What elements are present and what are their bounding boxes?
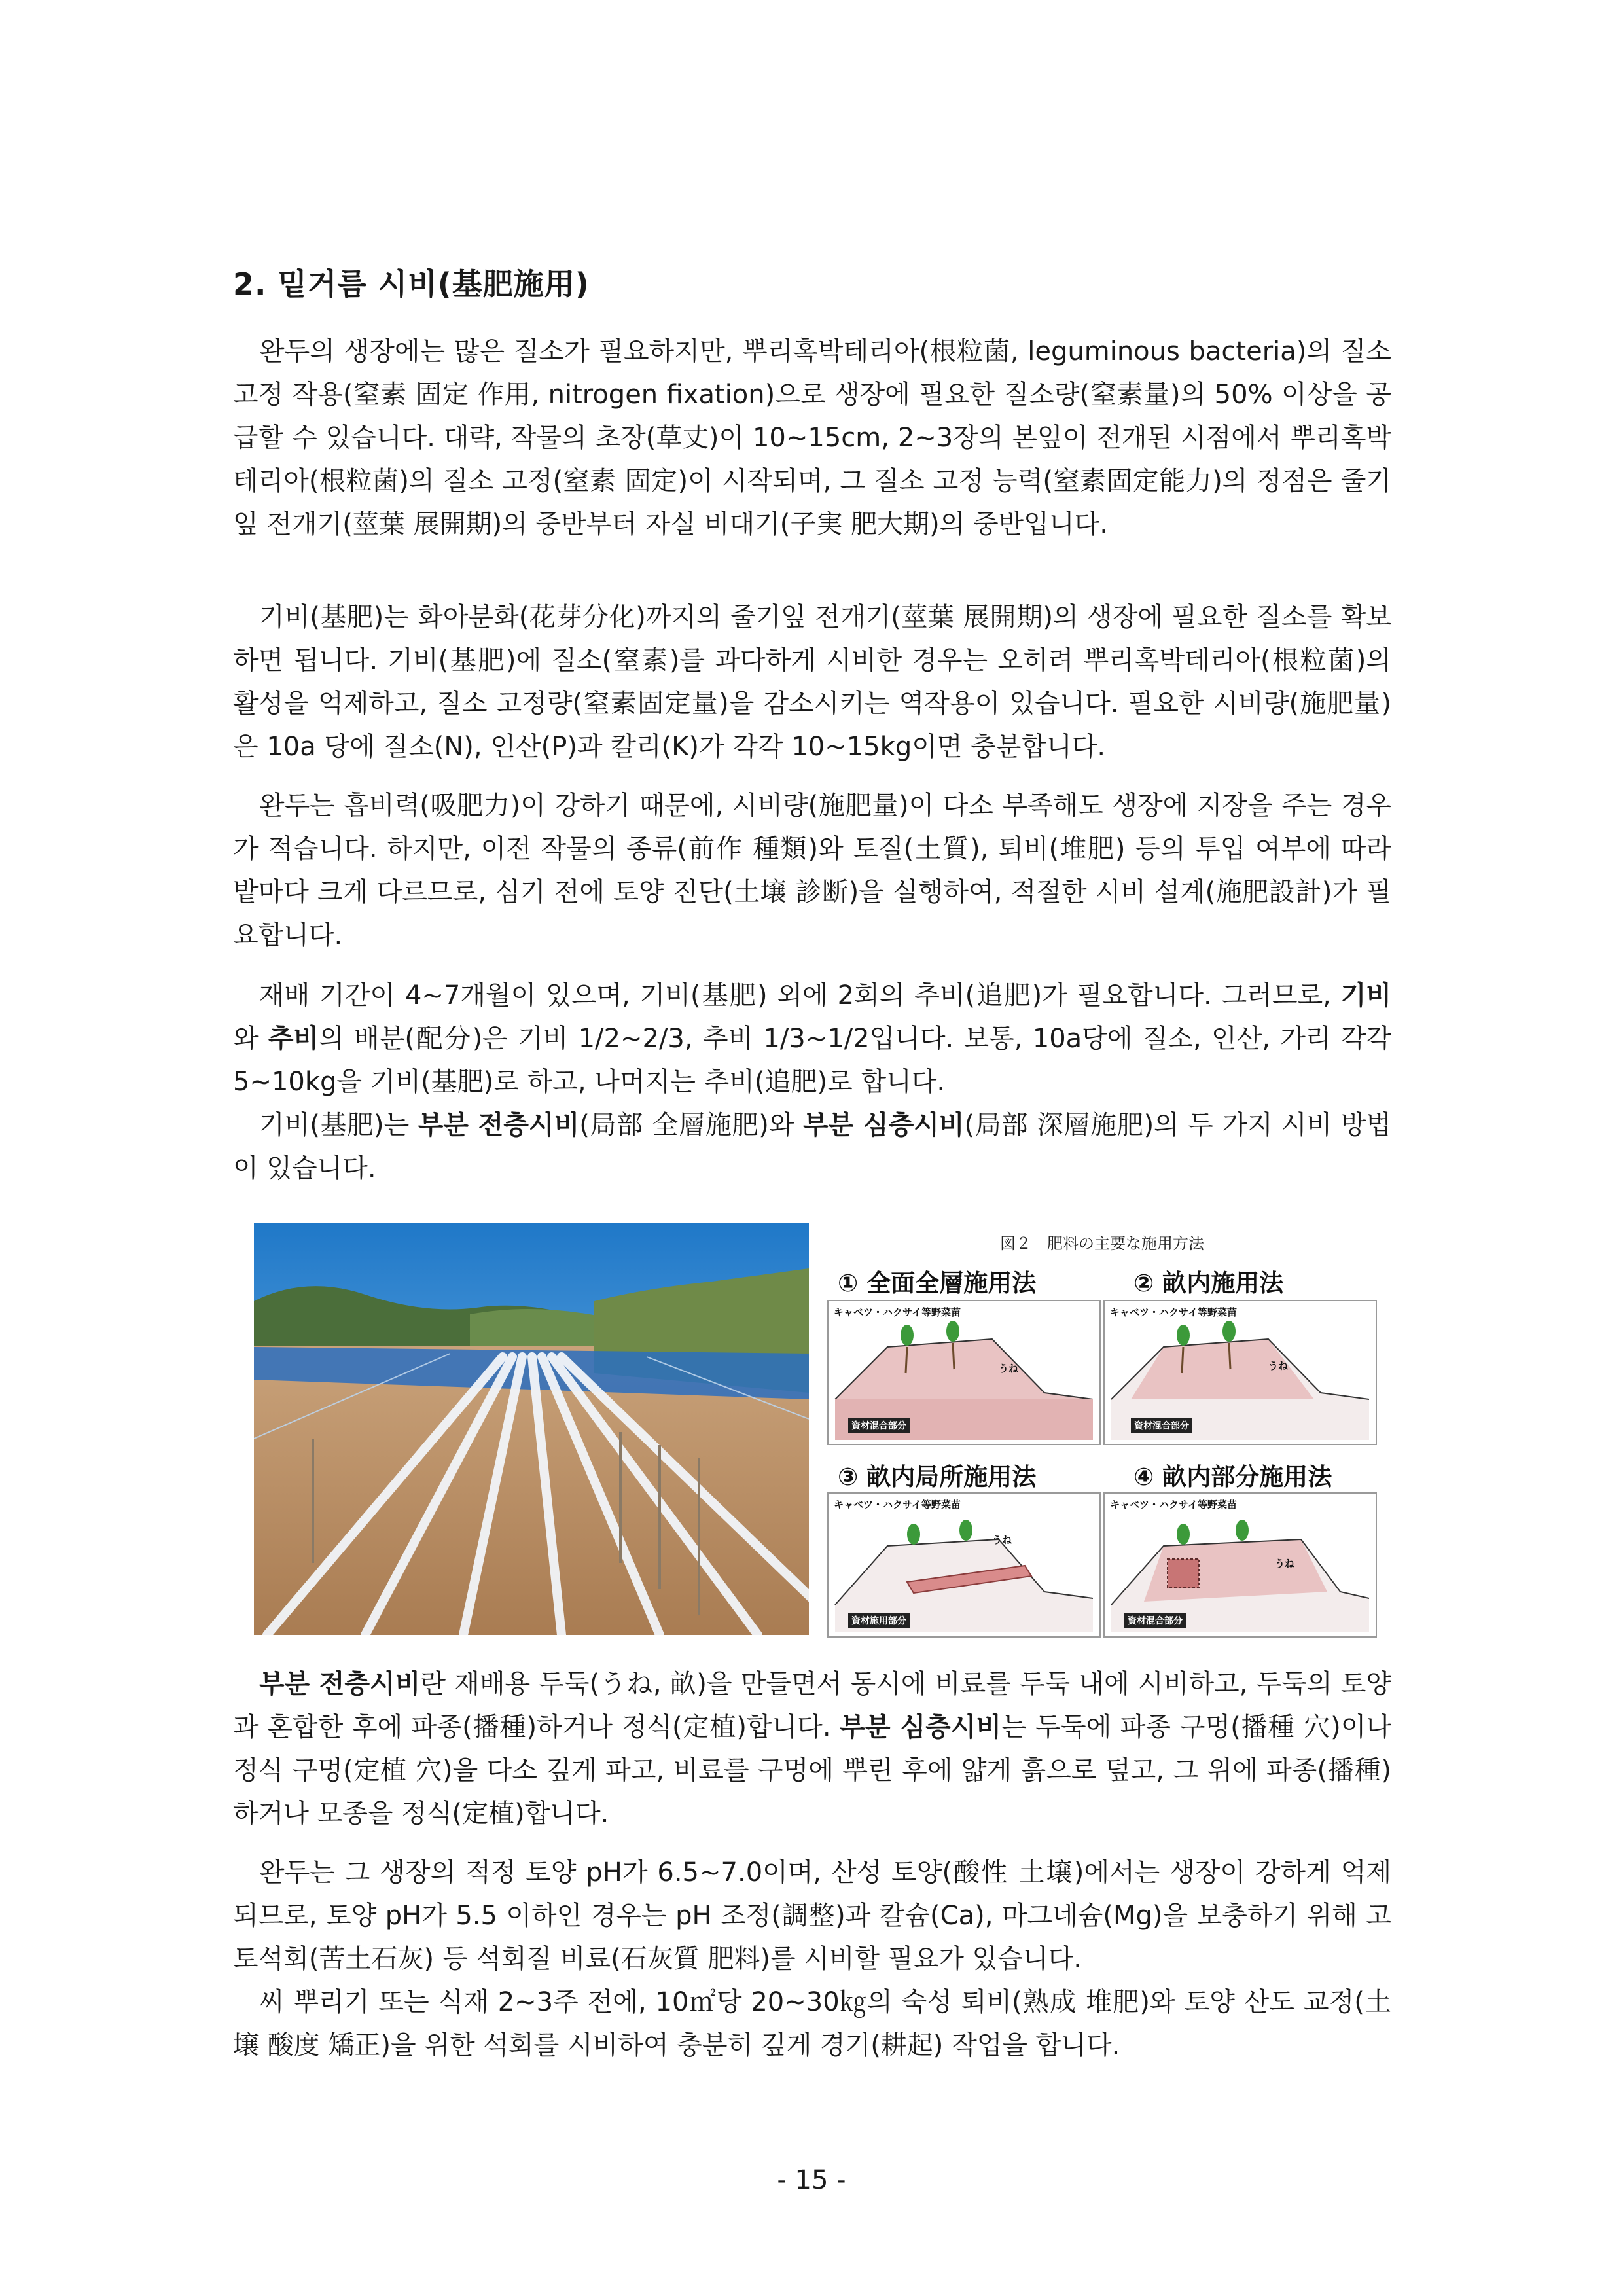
- bold-term-partial-full-layer: 부분 전층시비: [259, 1669, 421, 1699]
- text-run: (局部 全層施肥)와: [579, 1110, 803, 1140]
- zone-label-4: 資材混合部分: [1124, 1613, 1186, 1628]
- zone-label-3: 資材施用部分: [848, 1613, 910, 1628]
- method-panel-3: [827, 1492, 1101, 1638]
- bold-term-partial-deep-layer: 부분 심층시비: [803, 1110, 965, 1140]
- method-panel-4: [1103, 1492, 1377, 1638]
- field-photo: [254, 1223, 809, 1635]
- text-run: 재배 기간이 4~7개월이 있으며, 기비(基肥) 외에 2회의 추비(追肥)가 필요합니다. 그러므로,: [259, 980, 1341, 1011]
- text-run: 의 배분(配分)은 기비 1/2~2/3, 추비 1/3~1/2입니다. 보통, 10a당에 질소, 인산, 가리 각각 5~10kg을 기비(基肥)로 하고, 나머지는 추비(追肥)로 합니다.: [233, 1024, 1392, 1097]
- crop-label-4: キャベツ・ハクサイ等野菜苗: [1110, 1499, 1237, 1511]
- text-run: 는 두둑에 파종 구멍(播種 穴)이나 정식 구멍(定植 穴)을 다소 깊게 파고, 비료를 구멍에 뿌린 후에 얇게 흙으로 덮고, 그 위에 파종(播種)하거나 모종을 정식(定植)합니다.: [233, 1712, 1392, 1829]
- paragraph-4: [233, 974, 1391, 1103]
- text-run: 란 재배용 두둑(うね, 畝)을 만들면서 동시에 비료를 두둑 내에 시비하고, 두둑의 토양과 혼합한 후에 파종(播種)하거나 정식(定植)합니다.: [233, 1669, 1392, 1742]
- paragraph-8: 씨 뿌리기 또는 식재 2~3주 전에, 10㎡당 20~30㎏의 숙성 퇴비(熟成 堆肥)와 토양 산도 교정(土壌 酸度 矯正)을 위한 석회를 시비하여 충분히 깊게 경기(耕起) 작업을 합니다.: [233, 1987, 1391, 2060]
- method-title-2: ② 畝内施用法: [1133, 1269, 1284, 1297]
- figure-caption: 図２ 肥料の主要な施用方法: [1000, 1234, 1204, 1253]
- paragraph-3: 완두는 흡비력(吸肥力)이 강하기 때문에, 시비량(施肥量)이 다소 부족해도 생장에 지장을 주는 경우가 적습니다. 하지만, 이전 작물의 종류(前作 種類)와 토질(土質), 퇴비(堆肥) 등의 투입 여부에 따라 밭마다 크게 다르므로, 심기 전에 토양 진단(土壌 診断)을 실행하여, 적절한 시비 설계(施肥設計)가 필요합니다.: [233, 791, 1391, 950]
- bold-term-partial-deep-layer: 부분 심층시비: [840, 1712, 1002, 1742]
- crop-label-2: キャベツ・ハクサイ等野菜苗: [1110, 1306, 1237, 1318]
- fertilizer-methods-figure: [826, 1219, 1378, 1638]
- text-run: 와: [233, 1024, 268, 1054]
- paragraph-2: 기비(基肥)는 화아분화(花芽分化)까지의 줄기잎 전개기(莖葉 展開期)의 생장에 필요한 질소를 확보하면 됩니다. 기비(基肥)에 질소(窒素)를 과다하게 시비한 경우는 오히려 뿌리혹박테리아(根粒菌)의 활성을 억제하고, 질소 고정량(窒素固定量)을 감소시키는 역작용이 있습니다. 필요한 시비량(施肥量)은 10a 당에 질소(N), 인산(P)과 칼리(K)가 각각 10~15kg이면 충분합니다.: [233, 602, 1391, 762]
- bold-term-chubi: 추비: [268, 1024, 319, 1054]
- paragraph-7: 완두는 그 생장의 적정 토양 pH가 6.5~7.0이며, 산성 토양(酸性 土壌)에서는 생장이 강하게 억제되므로, 토양 pH가 5.5 이하인 경우는 pH 조정(調整)과 칼슘(Ca), 마그네슘(Mg)을 보충하기 위해 고토석회(苦土石灰) 등 석회질 비료(石灰質 肥料)를 시비할 필요가 있습니다.: [233, 1857, 1391, 1974]
- paragraph-6: [233, 1662, 1391, 1835]
- method-title-3: ③ 畝内局所施用法: [838, 1463, 1037, 1491]
- zone-label-1: 資材混合部分: [848, 1418, 910, 1433]
- bold-term-gibi: 기비: [1340, 980, 1391, 1011]
- ridge-label-3: うね: [992, 1534, 1012, 1546]
- ridge-label-1: うね: [999, 1363, 1019, 1374]
- method-panel-1: [827, 1300, 1101, 1445]
- ridge-label-4: うね: [1275, 1558, 1295, 1570]
- method-title-1: ① 全面全層施用法: [838, 1269, 1037, 1297]
- field-photo-illustration: [254, 1223, 809, 1635]
- text-run: 기비(基肥)는: [259, 1110, 418, 1140]
- page-number: - 15 -: [777, 2165, 846, 2195]
- paragraph-1: 완두의 생장에는 많은 질소가 필요하지만, 뿌리혹박테리아(根粒菌, leguminous bacteria)의 질소 고정 작용(窒素 固定 作用, nitrogen fixation)으로 생장에 필요한 질소량(窒素量)의 50% 이상을 공급할 수 있습니다. 대략, 작물의 초장(草丈)이 10~15cm, 2~3장의 본잎이 전개된 시점에서 뿌리혹박테리아(根粒菌)의 질소 고정(窒素 固定)이 시작되며, 그 질소 고정 능력(窒素固定能力)의 정점은 줄기잎 전개기(莖葉 展開期)의 중반부터 자실 비대기(子実 肥大期)의 중반입니다.: [233, 336, 1391, 539]
- ridge-label-2: うね: [1268, 1360, 1289, 1372]
- text-run: (局部 深層施肥)의 두 가지 시비 방법이 있습니다.: [233, 1110, 1392, 1183]
- method-panel-2: [1103, 1300, 1377, 1445]
- crop-label-1: キャベツ・ハクサイ等野菜苗: [834, 1306, 961, 1318]
- bold-term-partial-full-layer: 부분 전층시비: [418, 1110, 580, 1140]
- paragraph-5: [233, 1103, 1391, 1190]
- method-title-4: ④ 畝内部分施用法: [1133, 1463, 1332, 1491]
- crop-label-3: キャベツ・ハクサイ等野菜苗: [834, 1499, 961, 1511]
- section-heading: 2. 밑거름 시비(基肥施用): [233, 266, 590, 302]
- zone-label-2: 資材混合部分: [1131, 1418, 1192, 1433]
